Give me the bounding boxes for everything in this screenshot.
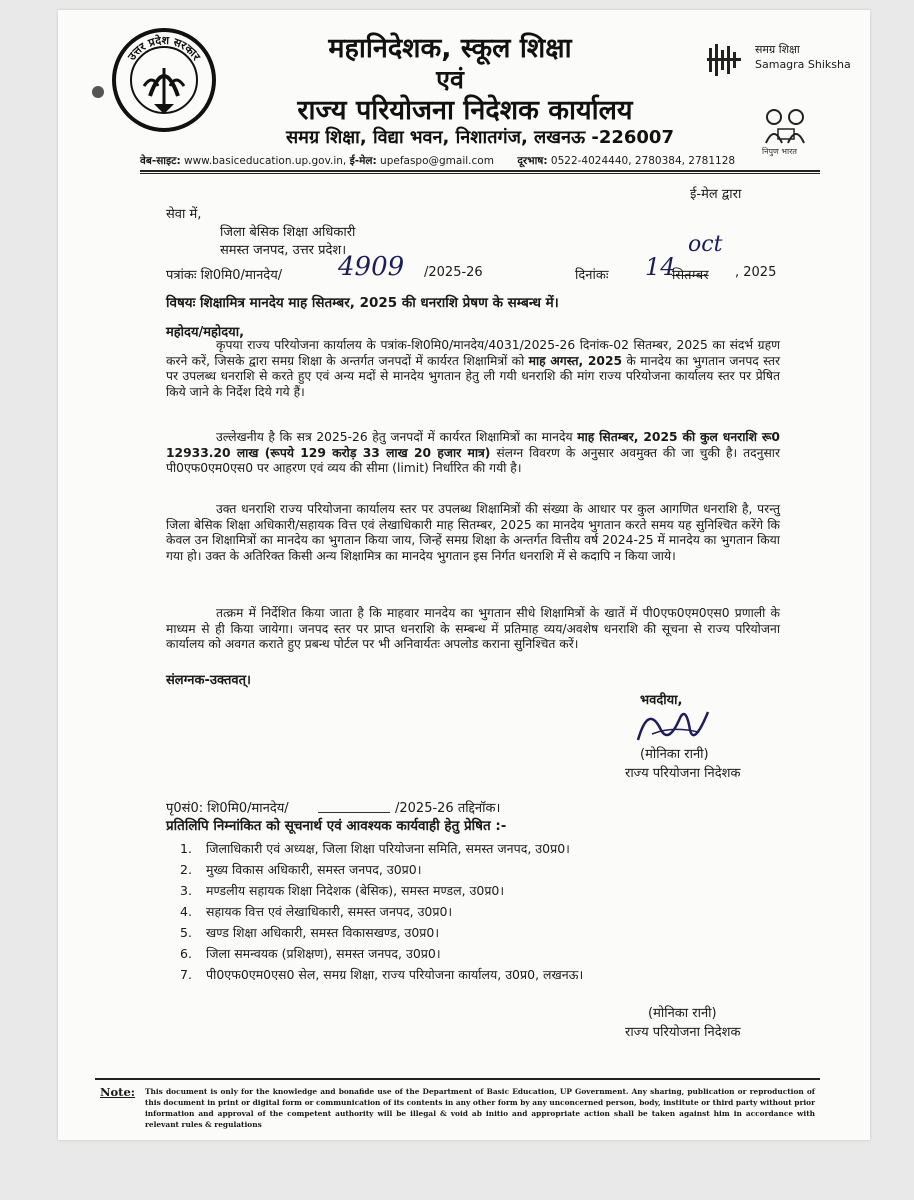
paragraph-2: उल्लेखनीय है कि सत्र 2025-26 हेतु जनपदों में कार्यरत शिक्षामित्रों का मानदेय माह सितम्बर, 2025 की कुल धनराशि रू0 12933.20 लाख (रूपये 129 करोड़ 33 लाख 20 हजार मात्र) संलग्न विवरण के अनुसार अवमुक्त की जा चुकी है। तदनुसार पी0एफ0एम0एस0 पर आहरण एवं व्यय की सीमा (limit) निर्धारित की गयी है। [166,430,780,476]
to-place: समस्त जनपद, उत्तर प्रदेश। [220,243,347,258]
copy-ref-blank [318,812,390,813]
paragraph-4: तत्क्रम में निर्देशित किया जाता है कि माहवार मानदेय का भुगतान सीधे शिक्षामित्रों के खातें में पी0एफ0एम0एस0 प्रणाली के माध्यम से ही किया जायेगा। जनपद स्तर पर प्राप्त धनराशि के सम्बन्ध में प्रतिमाह व्यय/अवशेष धनराशि की सूचना से राज्य परियोजना कार्यालय को अवगत कराते हुए प्रबन्ध पोर्टल पर भी अनिवार्यतः अपलोड कराना सुनिश्चित करें। [166,606,780,652]
copy-signer-designation: राज्य परियोजना निदेशक [625,1025,741,1040]
date-month-handwritten: oct [688,232,723,257]
copy-heading: प्रतिलिपि निम्नांकित को सूचनार्थ एवं आवश्यक कार्यवाही हेतु प्रेषित :- [166,818,507,834]
delivery-mode: ई-मेल द्वारा [690,187,742,202]
header-title-line3: राज्य परियोजना निदेशक कार्यालय [297,95,633,126]
list-item: 1. जिलाधिकारी एवं अध्यक्ष, जिला शिक्षा परियोजना समिति, समस्त जनपद, उ0प्र0। [180,841,570,856]
signer-designation: राज्य परियोजना निदेशक [625,766,741,781]
footer-note-label: Note: [100,1085,136,1099]
samagra-shiksha-logo-icon [705,40,745,80]
reference-prefix: पत्रांकः शि0मि0/मानदेय/ [166,268,283,283]
list-item: 4. सहायक वित्त एवं लेखाधिकारी, समस्त जनपद, उ0प्र0। [180,904,453,919]
date-day-handwritten: 14 [645,253,676,281]
list-item: 3. मण्डलीय सहायक शिक्षा निदेशक (बेसिक), समस्त मण्डल, उ0प्र0। [180,883,505,898]
contact-line [140,154,735,168]
samagra-shiksha-hindi: समग्र शिक्षा [755,43,800,56]
website-link[interactable]: www.basiceducation.up.gov.in, [184,155,347,167]
samagra-shiksha-english: Samagra Shiksha [755,58,851,71]
list-item: 6. जिला समन्वयक (प्रशिक्षण), समस्त जनपद, उ0प्र0। [180,946,441,961]
list-item: 5. खण्ड शिक्षा अधिकारी, समस्त विकासखण्ड, उ0प्र0। [180,925,440,940]
copy-ref-suffix: /2025-26 तद्दिनॉक। [395,801,501,816]
nipun-bharat-logo-icon [760,105,812,149]
website-label: वेब-साइट: [140,155,181,167]
footer-note-text: This document is only for the knowledge and bonafide use of the Department of Basic Education, UP Government. Any sharing, publication or reproduction of this document in print or digital form or communication of its contents in any other form by any unconcerned person, body, institute or third party without prior information and approval of the competent authority will be illegal & void ab initio and appropriate action shall be taken against him in accordance with relevant rules & regulations [145,1087,815,1129]
header-title-line2: एवं [436,65,464,94]
up-government-emblem-icon [110,26,218,134]
svg-text:उत्तर प्रदेश सरकार: उत्तर प्रदेश सरकार [125,33,203,63]
copy-ref-prefix: पृ0सं0: शि0मि0/मानदेय/ [166,801,289,816]
reference-suffix: /2025-26 [424,265,483,280]
paragraph-1: कृपया राज्य परियोजना कार्यालय के पत्रांक-शि0मि0/मानदेय/4031/2025-26 दिनांक-02 सितम्बर, 2025 का संदर्भ ग्रहण करने करें, जिसके द्वारा समग्र शिक्षा के अन्तर्गत जनपदों में कार्यरत शिक्षामित्रों को माह अगस्त, 2025 के मानदेय का भुगतान जनपद स्तर पर उपलब्ध धनराशि से करते हुए एवं अन्य मदों से मानदेय भुगतान हेतु ली गयी धनराशि की मांग राज्य परियोजना कार्यालय स्तर पर प्रेषित किये जाने के निर्देश दिये गये हैं। [166,338,780,399]
list-item: 2. मुख्य विकास अधिकारी, समस्त जनपद, उ0प्र0। [180,862,422,877]
header-rule-thin [140,173,820,174]
closing-text: भवदीया, [640,693,683,708]
enclosure-note: संलग्नक-उक्तवत्। [166,673,251,688]
date-label: दिनांकः [575,268,609,283]
footer-rule [95,1078,820,1080]
copy-signer-name: (मोनिका रानी) [648,1006,717,1021]
subject-line: विषयः शिक्षामित्र मानदेय माह सितम्बर, 2025 की धनराशि प्रेषण के सम्बन्ध में। [166,295,559,311]
date-month-struck: सितम्बर [672,268,709,283]
phone-numbers: 0522-4024440, 2780384, 2781128 [550,155,736,167]
email-link[interactable]: upefaspo@gmail.com [380,155,494,167]
paragraph-3: उक्त धनराशि राज्य परियोजना कार्यालय स्तर पर उपलब्ध शिक्षामित्रों की संख्या के आधार पर कुल आगणित धनराशि है, परन्तु जिला बेसिक शिक्षा अधिकारी/सहायक वित्त एवं लेखाधिकारी माह सितम्बर, 2025 का मानदेय भुगतान करते समय यह सुनिश्चित करेंगे कि केवल उन शिक्षामित्रों का मानदेय का भुगतान किया जाय, जिन्हें समग्र शिक्षा के अन्तर्गत वित्तीय वर्ष 2024-25 में मानदेय का भुगतान किया गया हो। उक्त के अतिरिक्त किसी अन्य शिक्षामित्र का मानदेय भुगतान इस निर्गत धनराशि में से कदापि न किया जाये। [166,502,780,563]
date-year: , 2025 [735,265,777,280]
reference-number-handwritten: 4909 [338,252,405,282]
signer-name: (मोनिका रानी) [640,747,709,762]
to-line: सेवा में, [166,207,202,222]
to-officer: जिला बेसिक शिक्षा अधिकारी [220,225,356,240]
header-title-line1: महानिदेशक, स्कूल शिक्षा [328,33,572,64]
punch-hole [92,86,104,98]
phone-label: दूरभाष: [517,155,548,167]
header-address: समग्र शिक्षा, विद्या भवन, निशातगंज, लखनऊ -226007 [286,127,674,148]
nipun-bharat-caption: निपुण भारत [762,147,797,156]
copy-recipient-list [180,838,583,985]
email-label: ई-मेल: [349,155,377,167]
salutation: महोदय/महोदया, [166,325,245,340]
list-item: 7. पी0एफ0एम0एस0 सेल, समग्र शिक्षा, राज्य परियोजना कार्यालय, उ0प्र0, लखनऊ। [180,967,584,982]
header-rule [140,170,820,172]
